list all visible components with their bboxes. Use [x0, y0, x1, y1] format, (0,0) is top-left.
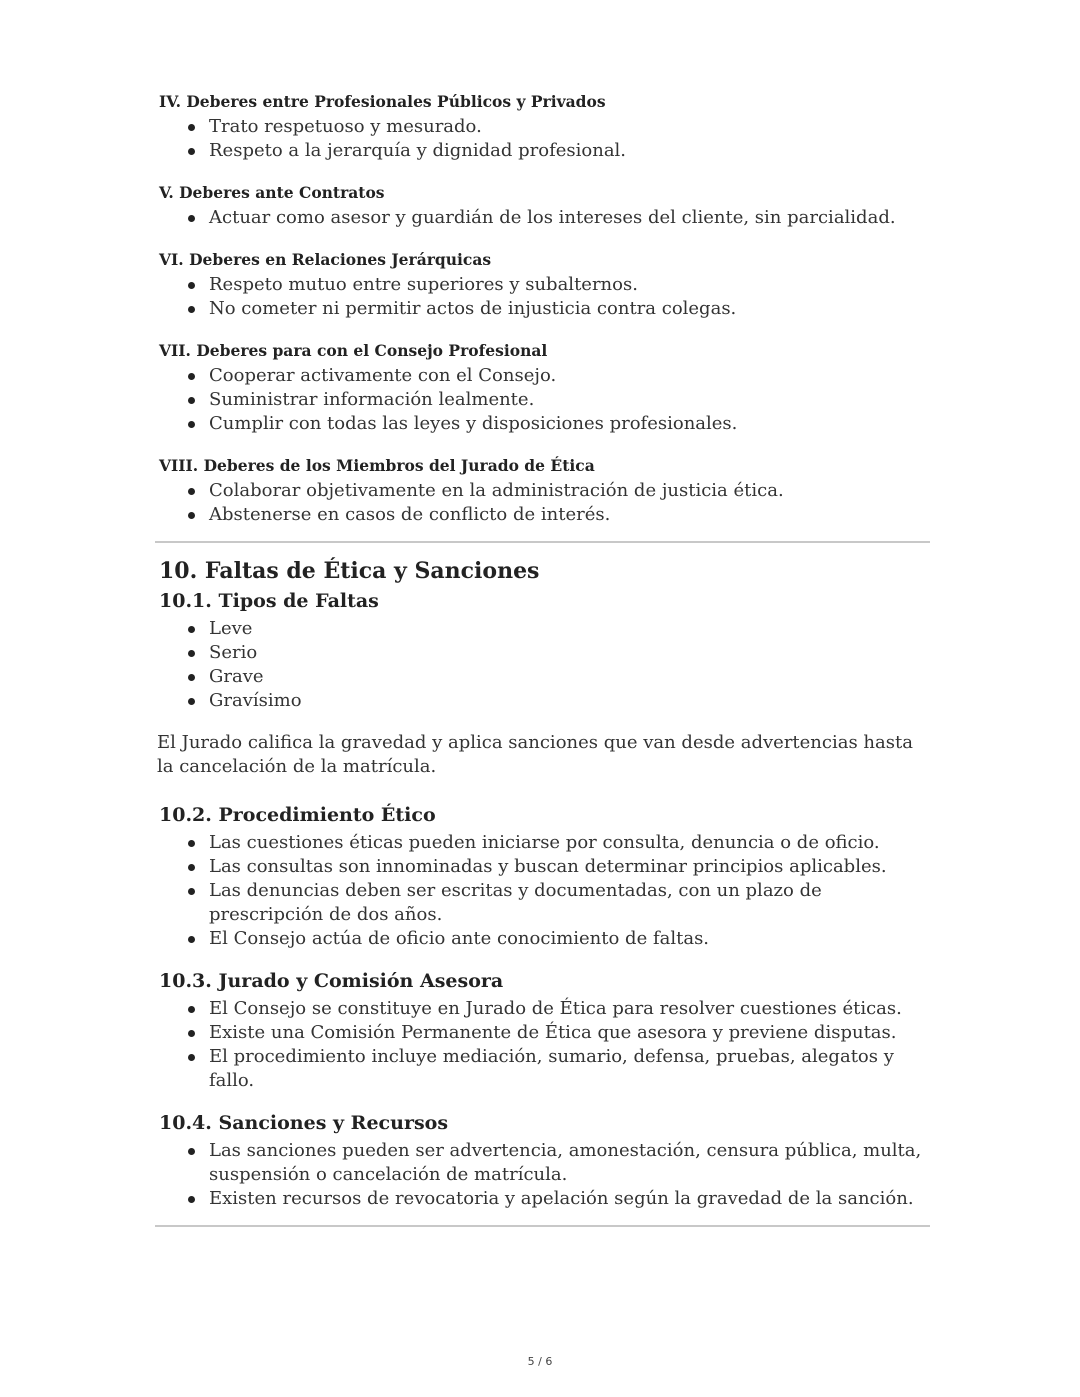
subsection-title: 10.1. Tipos de Faltas [159, 590, 379, 612]
bullet-icon [188, 888, 195, 895]
duty-heading: IV. Deberes entre Profesionales Públicos y Privados [159, 92, 606, 111]
bullet-icon [188, 1148, 195, 1155]
duty-heading: VIII. Deberes de los Miembros del Jurado de Ética [159, 456, 595, 475]
list-item: Respeto a la jerarquía y dignidad profesional. [157, 139, 927, 163]
duty-list [157, 479, 927, 527]
list-item: El Consejo se constituye en Jurado de Ética para resolver cuestiones éticas. [157, 997, 927, 1021]
subsection-title: 10.2. Procedimiento Ético [159, 804, 436, 826]
subsection-title: 10.4. Sanciones y Recursos [159, 1112, 449, 1134]
bullet-icon [188, 626, 195, 633]
bullet-icon [188, 124, 195, 131]
list-item: No cometer ni permitir actos de injusticia contra colegas. [157, 297, 927, 321]
bullet-icon [188, 864, 195, 871]
bullet-icon [188, 306, 195, 313]
bullet-icon [188, 215, 195, 222]
list-item: Las consultas son innominadas y buscan determinar principios aplicables. [157, 855, 927, 879]
duty-list [157, 115, 927, 163]
list-item: Leve [157, 617, 927, 641]
subsection [157, 1109, 927, 1211]
bullet-icon [188, 1030, 195, 1037]
duty-section [157, 456, 927, 527]
bullet-icon [188, 840, 195, 847]
section-divider [155, 1225, 930, 1227]
bullet-icon [188, 1196, 195, 1203]
list-item: Existe una Comisión Permanente de Ética que asesora y previene disputas. [157, 1021, 927, 1045]
list-item: Gravísimo [157, 689, 927, 713]
bullet-icon [188, 397, 195, 404]
list-item: Serio [157, 641, 927, 665]
list-item: Cumplir con todas las leyes y disposiciones profesionales. [157, 412, 927, 436]
bullet-icon [188, 1006, 195, 1013]
list-item: Las sanciones pueden ser advertencia, amonestación, censura pública, multa, suspensión o cancelación de matrícula. [157, 1139, 927, 1187]
bullet-icon [188, 512, 195, 519]
list-item: Abstenerse en casos de conflicto de interés. [157, 503, 927, 527]
list-item: Cooperar activamente con el Consejo. [157, 364, 927, 388]
duty-section [157, 250, 927, 321]
page-number: 5 / 6 [527, 1355, 553, 1368]
list-item: Existen recursos de revocatoria y apelación según la gravedad de la sanción. [157, 1187, 927, 1211]
list-item: Suministrar información lealmente. [157, 388, 927, 412]
duty-section [157, 341, 927, 436]
duty-heading: V. Deberes ante Contratos [159, 183, 385, 202]
list-item: Respeto mutuo entre superiores y subalternos. [157, 273, 927, 297]
duty-heading: VII. Deberes para con el Consejo Profesional [159, 341, 548, 360]
subsection [157, 967, 927, 1093]
bullet-icon [188, 488, 195, 495]
paragraph: El Jurado califica la gravedad y aplica sanciones que van desde advertencias hasta la cancelación de la matrícula. [157, 732, 913, 777]
bullet-icon [188, 936, 195, 943]
page-content [157, 92, 927, 1227]
jury-list [157, 997, 927, 1093]
duty-list [157, 273, 927, 321]
list-item: Las denuncias deben ser escritas y documentadas, con un plazo de prescripción de dos años. [157, 879, 927, 927]
duty-section [157, 183, 927, 230]
sanctions-list [157, 1139, 927, 1211]
list-item: Actuar como asesor y guardián de los intereses del cliente, sin parcialidad. [157, 206, 927, 230]
list-item: Colaborar objetivamente en la administración de justicia ética. [157, 479, 927, 503]
list-item: Trato respetuoso y mesurado. [157, 115, 927, 139]
duty-heading: VI. Deberes en Relaciones Jerárquicas [159, 250, 492, 269]
bullet-icon [188, 373, 195, 380]
section-title: 10. Faltas de Ética y Sanciones [159, 558, 540, 584]
bullet-icon [188, 650, 195, 657]
bullet-icon [188, 282, 195, 289]
section-divider [155, 541, 930, 543]
list-item: Las cuestiones éticas pueden iniciarse por consulta, denuncia o de oficio. [157, 831, 927, 855]
list-item: El Consejo actúa de oficio ante conocimiento de faltas. [157, 927, 927, 951]
duty-list [157, 206, 927, 230]
procedure-list [157, 831, 927, 951]
list-item: Grave [157, 665, 927, 689]
subsection-title: 10.3. Jurado y Comisión Asesora [159, 970, 504, 992]
list-item: El procedimiento incluye mediación, sumario, defensa, pruebas, alegatos y fallo. [157, 1045, 927, 1093]
bullet-icon [188, 674, 195, 681]
fault-types-list [157, 617, 927, 713]
bullet-icon [188, 421, 195, 428]
subsection [157, 801, 927, 951]
bullet-icon [188, 698, 195, 705]
bullet-icon [188, 148, 195, 155]
duty-list [157, 364, 927, 436]
duty-section [157, 92, 927, 163]
bullet-icon [188, 1054, 195, 1061]
